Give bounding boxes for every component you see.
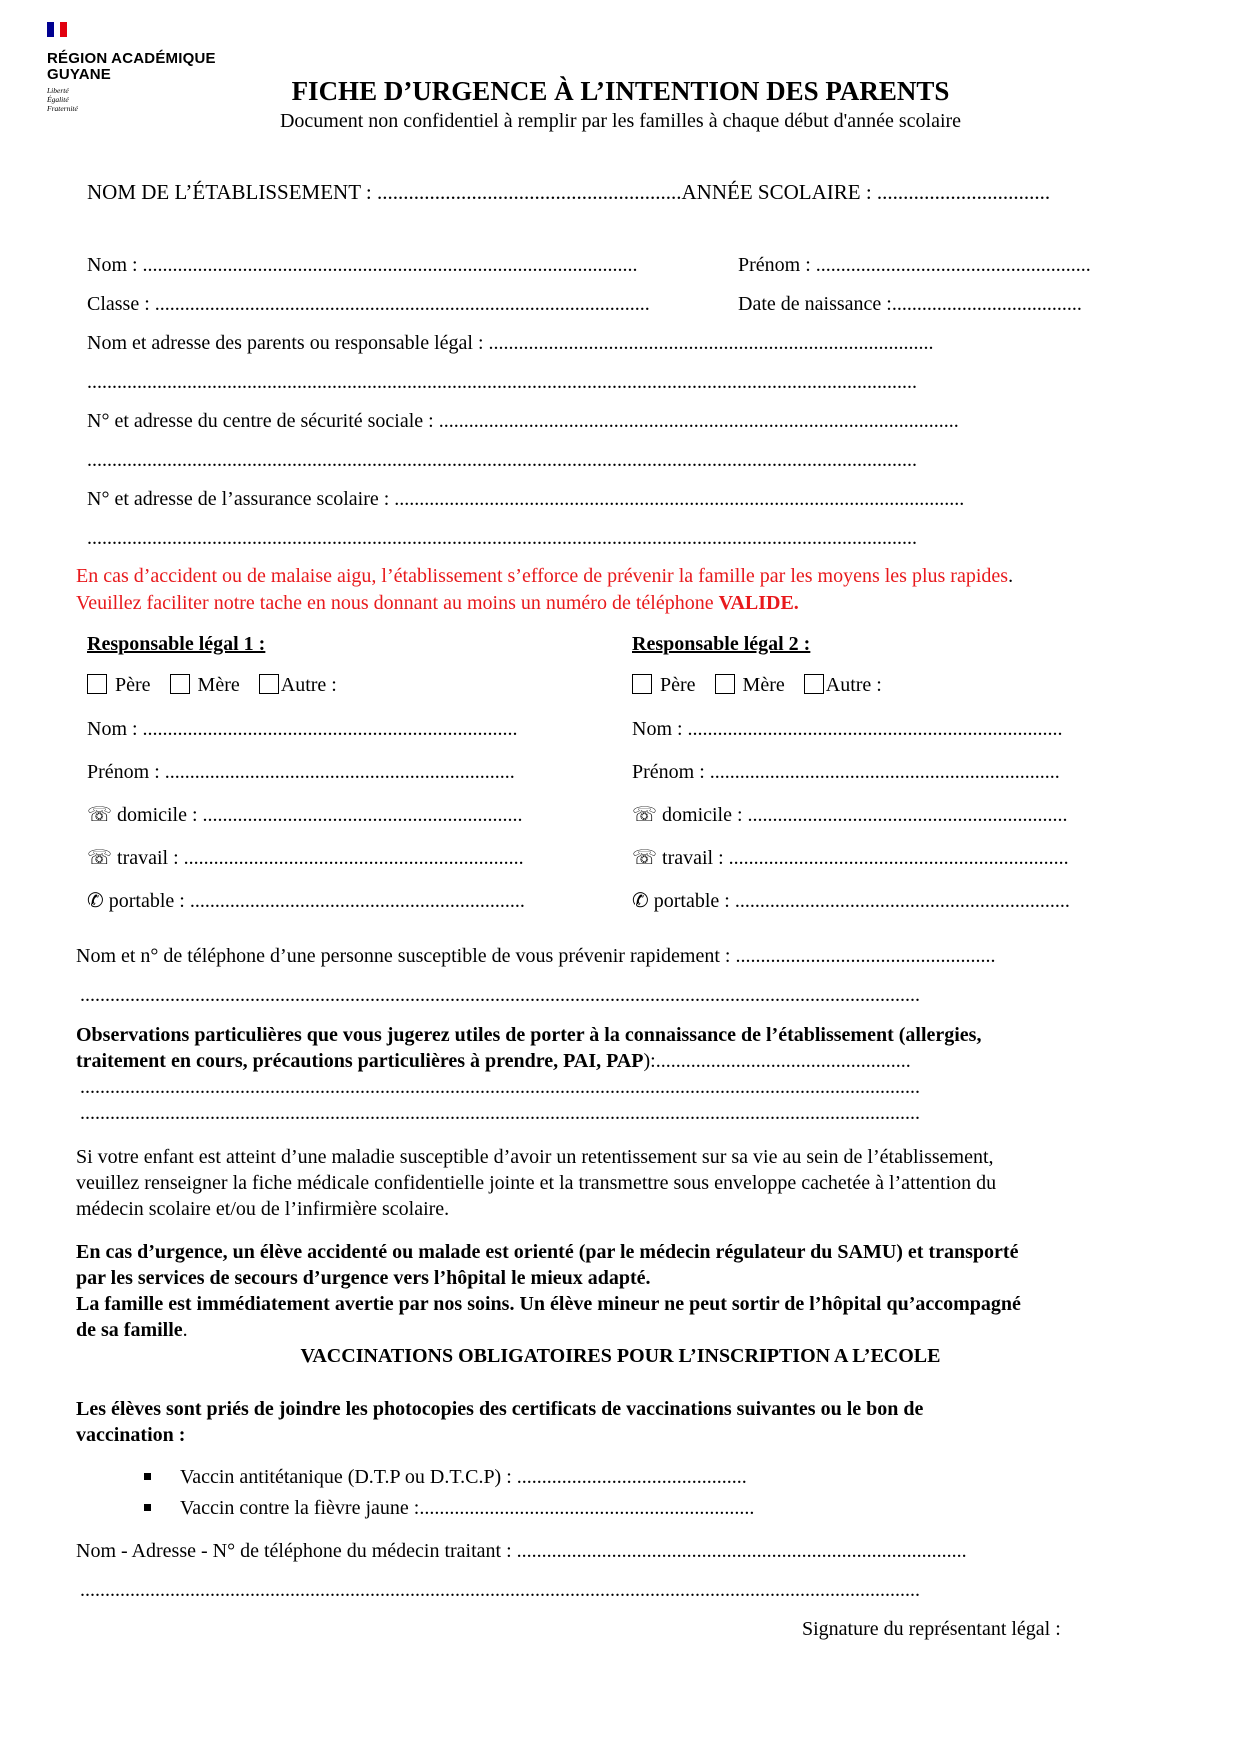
guardian2-autre-label: Autre :	[825, 674, 882, 696]
guardian2-heading: Responsable légal 2 :	[632, 633, 811, 655]
guardian1-travail-field[interactable]: ☏ travail : ....................................................................	[87, 847, 524, 869]
guardian2-nom-field[interactable]: Nom : ...........................................................................	[632, 718, 1063, 740]
motto-egalite: Égalité	[47, 95, 69, 104]
logo-academy-text: GUYANE	[47, 66, 111, 83]
guardian1-prenom-field[interactable]: Prénom : ......................................................................	[87, 761, 515, 783]
parents-address-field[interactable]: Nom et adresse des parents ou responsable légal : .........................................................................................	[87, 332, 934, 354]
notice-line2-text: Veuillez faciliter notre tache en nous donnant au moins un numéro de téléphone	[76, 592, 719, 614]
guardian1-nom-field[interactable]: Nom : ...........................................................................	[87, 718, 518, 740]
guardian2-domicile-field[interactable]: ☏ domicile : ................................................................	[632, 804, 1068, 826]
marianne-flag-icon	[47, 22, 67, 37]
guardian1-pere-checkbox[interactable]	[87, 674, 107, 694]
parents-address-line2[interactable]: ......................................................................................................................................................................	[87, 371, 917, 393]
motto-fraternite: Fraternité	[47, 104, 78, 113]
emergency-line2: par les services de secours d’urgence vers l’hôpital le mieux adapté.	[76, 1267, 651, 1289]
guardian1-pere-label: Père	[115, 674, 151, 696]
motto-liberte: Liberté	[47, 86, 69, 95]
guardian1-heading: Responsable légal 1 :	[87, 633, 266, 655]
date-naissance-field[interactable]: Date de naissance :......................................	[738, 293, 1082, 315]
observations-line4[interactable]: ........................................................................................................................................................................	[80, 1102, 920, 1124]
notice-line1-period: .	[1008, 565, 1014, 587]
observations-line2-text: traitement en cours, précautions particulières à prendre, PAI, PAP	[76, 1050, 644, 1072]
secu-field[interactable]: N° et adresse du centre de sécurité sociale : ........................................................................................................	[87, 410, 959, 432]
bullet-icon	[144, 1473, 151, 1480]
vaccinations-intro-line1: Les élèves sont priés de joindre les photocopies des certificats de vaccinations suivantes ou le bon de	[76, 1398, 924, 1420]
guardian2-prenom-field[interactable]: Prénom : ......................................................................	[632, 761, 1060, 783]
guardian1-domicile-field[interactable]: ☏ domicile : ................................................................	[87, 804, 523, 826]
guardian2-mere-label: Mère	[742, 674, 785, 696]
emergency-line1: En cas d’urgence, un élève accidenté ou malade est orienté (par le médecin régulateur du SAMU) et transporté	[76, 1241, 1019, 1263]
vaccine-yellow-fever-field[interactable]: Vaccin contre la fièvre jaune :...................................................................	[180, 1497, 755, 1519]
vaccine-tetanus-field[interactable]: Vaccin antitétanique (D.T.P ou D.T.C.P) : ..............................................	[180, 1466, 747, 1488]
observations-line1: Observations particulières que vous jugerez utiles de porter à la connaissance de l’établissement (allergies,	[76, 1024, 982, 1046]
assurance-field[interactable]: N° et adresse de l’assurance scolaire : ..................................................................................................................	[87, 488, 965, 510]
notice-valide: VALIDE.	[718, 592, 799, 614]
guardian2-autre-checkbox[interactable]	[804, 674, 824, 694]
guardian1-mere-checkbox[interactable]	[170, 674, 190, 694]
notice-line1	[76, 564, 1013, 588]
doctor-line2[interactable]: ........................................................................................................................................................................	[80, 1579, 920, 1601]
guardian2-pere-label: Père	[660, 674, 696, 696]
guardian2-mere-checkbox[interactable]	[715, 674, 735, 694]
vaccinations-intro-line2: vaccination :	[76, 1424, 186, 1446]
guardian1-mere-label: Mère	[197, 674, 240, 696]
guardian1-autre-checkbox[interactable]	[259, 674, 279, 694]
guardian1-portable-field[interactable]: ✆ portable : ...................................................................	[87, 890, 525, 912]
prenom-field[interactable]: Prénom : .......................................................	[738, 254, 1091, 276]
guardian2-travail-field[interactable]: ☏ travail : ....................................................................	[632, 847, 1069, 869]
notice-line1-text: En cas d’accident ou de malaise aigu, l’établissement s’efforce de prévenir la famille par les moyens les plus rapides	[76, 565, 1009, 587]
signature-label: Signature du représentant légal :	[802, 1618, 1061, 1640]
nom-field[interactable]: Nom : ...................................................................................................	[87, 254, 638, 276]
observations-line3[interactable]: ........................................................................................................................................................................	[80, 1076, 920, 1098]
guardian1-autre-label: Autre :	[280, 674, 337, 696]
guardian2-pere-checkbox[interactable]	[632, 674, 652, 694]
observations-line2[interactable]	[76, 1049, 911, 1073]
vaccinations-heading: VACCINATIONS OBLIGATOIRES POUR L’INSCRIPTION A L’ECOLE	[300, 1345, 941, 1367]
notice-line2	[76, 591, 799, 615]
doctor-field[interactable]: Nom - Adresse - N° de téléphone du médecin traitant : ..........................................................................................	[76, 1540, 967, 1562]
contact-person-line2[interactable]: ........................................................................................................................................................................	[80, 984, 920, 1006]
etablissement-field[interactable]: NOM DE L’ÉTABLISSEMENT : ..........................................................ANNÉE SCOLAIRE : .................................	[87, 180, 1051, 204]
emergency-line4	[76, 1318, 188, 1342]
guardian1-relation-options	[87, 673, 351, 697]
page-subtitle: Document non confidentiel à remplir par les familles à chaque début d'année scolaire	[279, 110, 962, 132]
guardian2-portable-field[interactable]: ✆ portable : ...................................................................	[632, 890, 1070, 912]
contact-person-field[interactable]: Nom et n° de téléphone d’une personne susceptible de vous prévenir rapidement : ....................................................	[76, 945, 996, 967]
medical-line2: veuillez renseigner la fiche médicale confidentielle jointe et la transmettre sous enveloppe cachetée à l’attention du	[76, 1172, 997, 1194]
medical-line1: Si votre enfant est atteint d’une maladie susceptible d’avoir un retentissement sur sa vie au sein de l’établissement,	[76, 1146, 994, 1168]
logo-region-text: RÉGION ACADÉMIQUE	[47, 50, 216, 67]
emergency-line4-period: .	[182, 1319, 188, 1341]
emergency-line4-text: de sa famille	[76, 1319, 183, 1341]
medical-line3: médecin scolaire et/ou de l’infirmière scolaire.	[76, 1198, 450, 1220]
observations-line2-dots: ):...................................................	[643, 1050, 911, 1072]
secu-line2[interactable]: ......................................................................................................................................................................	[87, 449, 917, 471]
emergency-line3: La famille est immédiatement avertie par nos soins. Un élève mineur ne peut sortir de l’hôpital qu’accompagné	[76, 1293, 1021, 1315]
bullet-icon	[144, 1504, 151, 1511]
classe-field[interactable]: Classe : ...................................................................................................	[87, 293, 650, 315]
assurance-line2[interactable]: ......................................................................................................................................................................	[87, 527, 917, 549]
page-title: FICHE D’URGENCE À L’INTENTION DES PARENTS	[291, 76, 950, 106]
guardian2-relation-options	[632, 673, 896, 697]
